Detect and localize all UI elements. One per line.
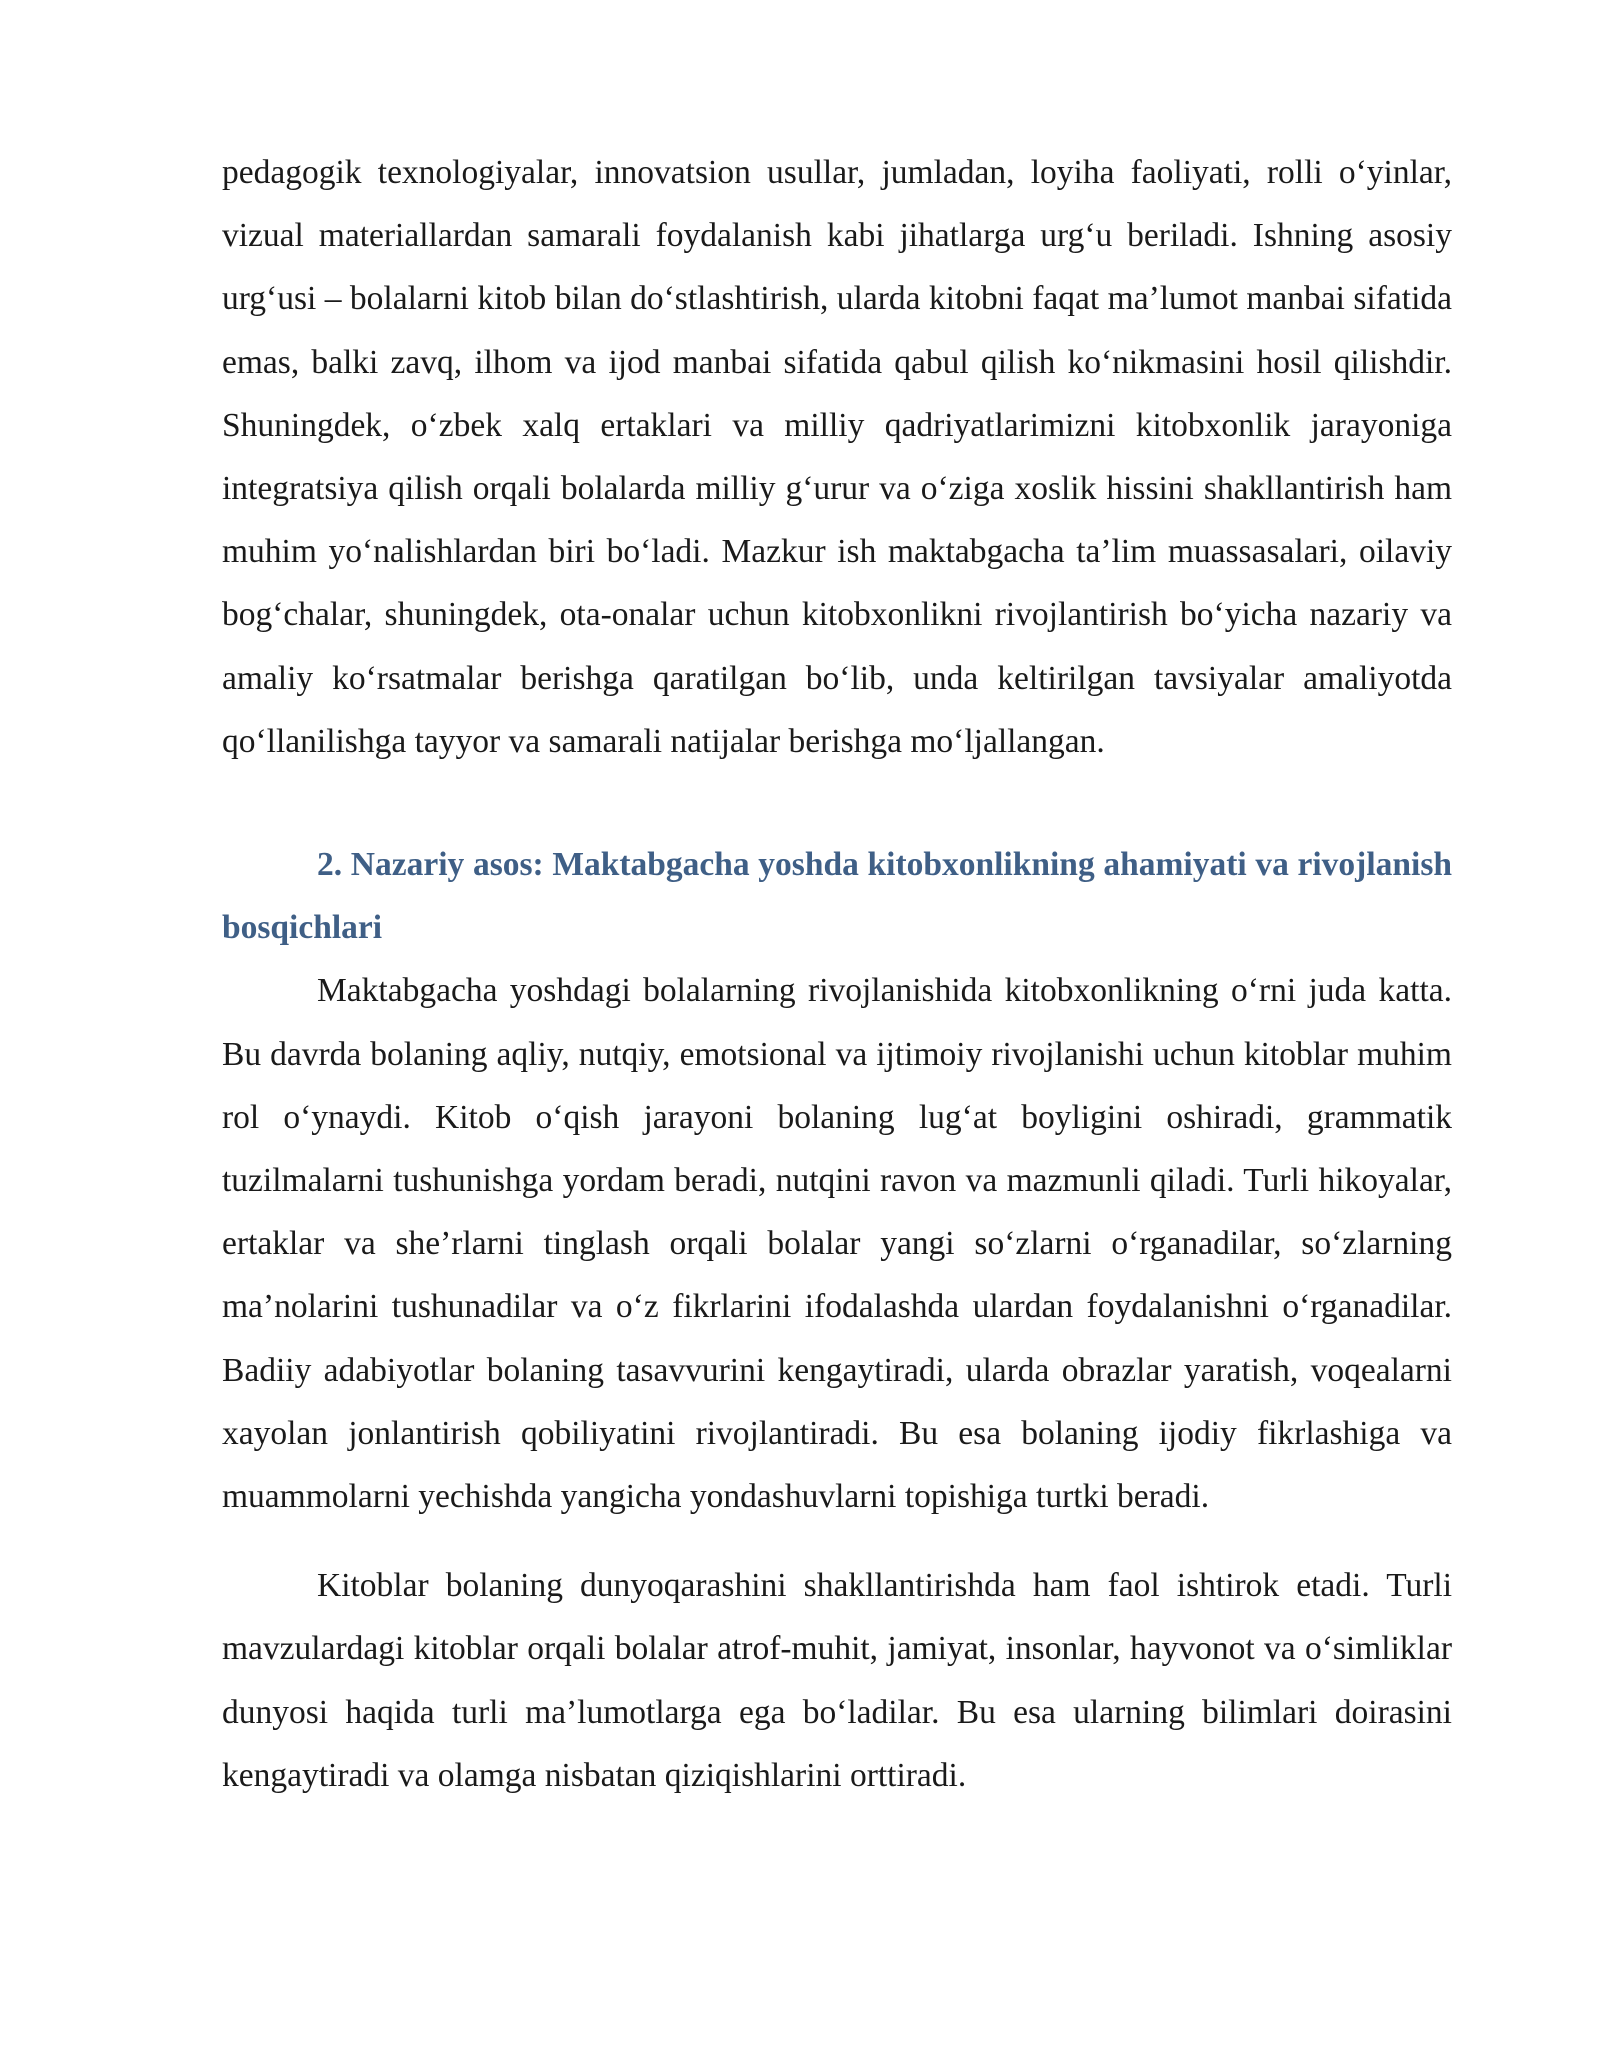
section-heading: 2. Nazariy asos: Maktabgacha yoshda kitobxonlikning ahamiyati va rivojlanish bosqichlari [222,846,1452,947]
body-paragraph-importance: Maktabgacha yoshdagi bolalarning rivojlanishida kitobxonlikning o‘rni juda katta. Bu davrda bolaning aqliy, nutqiy, emotsional va ijtimoiy rivojlanishi uchun kitoblar muhim rol o‘ynaydi. Kitob o‘qish jarayoni bolaning lug‘at boyligini oshiradi, grammatik tuzilmalarni tushunishga yordam beradi, nutqini ravon va mazmunli qiladi. Turli hikoyalar, ertaklar va she’rlarni tinglash orqali bolalar yangi so‘zlarni o‘rganadilar, so‘zlarning ma’nolarini tushunadilar va o‘z fikrlarini ifodalashda ulardan foydalanishni o‘rganadilar. Badiiy adabiyotlar bolaning tasavvurini kengaytiradi, ularda obrazlar yaratish, voqealarni xayolan jonlantirish qobiliyatini rivojlantiradi. Bu esa bolaning ijodiy fikrlashiga va muammolarni yechishda yangicha yondashuvlarni topishiga turtki beradi. [222,972,1452,1516]
body-paragraph-continuation: pedagogik texnologiyalar, innovatsion usullar, jumladan, loyiha faoliyati, rolli o‘yinlar, vizual materiallardan samarali foydalanish kabi jihatlarga urg‘u beriladi. Ishning asosiy urg‘usi – bolalarni kitob bilan do‘stlashtirish, ularda kitobni faqat ma’lumot manbai sifatida emas, balki zavq, ilhom va ijod manbai sifatida qabul qilish ko‘nikmasini hosil qilishdir. Shuningdek, o‘zbek xalq ertaklari va milliy qadriyatlarimizni kitobxonlik jarayoniga integratsiya qilish orqali bolalarda milliy g‘urur va o‘ziga xoslik hissini shakllantirish ham muhim yo‘nalishlardan biri bo‘ladi. Mazkur ish maktabgacha ta’lim muassasalari, oilaviy bog‘chalar, shuningdek, ota-onalar uchun kitobxonlikni rivojlantirish bo‘yicha nazariy va amaliy ko‘rsatmalar berishga qaratilgan bo‘lib, unda keltirilgan tavsiyalar amaliyotda qo‘llanilishga tayyor va samarali natijalar berishga mo‘ljallangan. [222,154,1452,760]
document-body [222,141,1452,1807]
body-paragraph-worldview: Kitoblar bolaning dunyoqarashini shakllantirishda ham faol ishtirok etadi. Turli mavzulardagi kitoblar orqali bolalar atrof-muhit, jamiyat, insonlar, hayvonot va o‘simliklar dunyosi haqida turli ma’lumotlarga ega bo‘ladilar. Bu esa ularning bilimlari doirasini kengaytiradi va olamga nisbatan qiziqishlarini orttiradi. [222,1567,1452,1794]
